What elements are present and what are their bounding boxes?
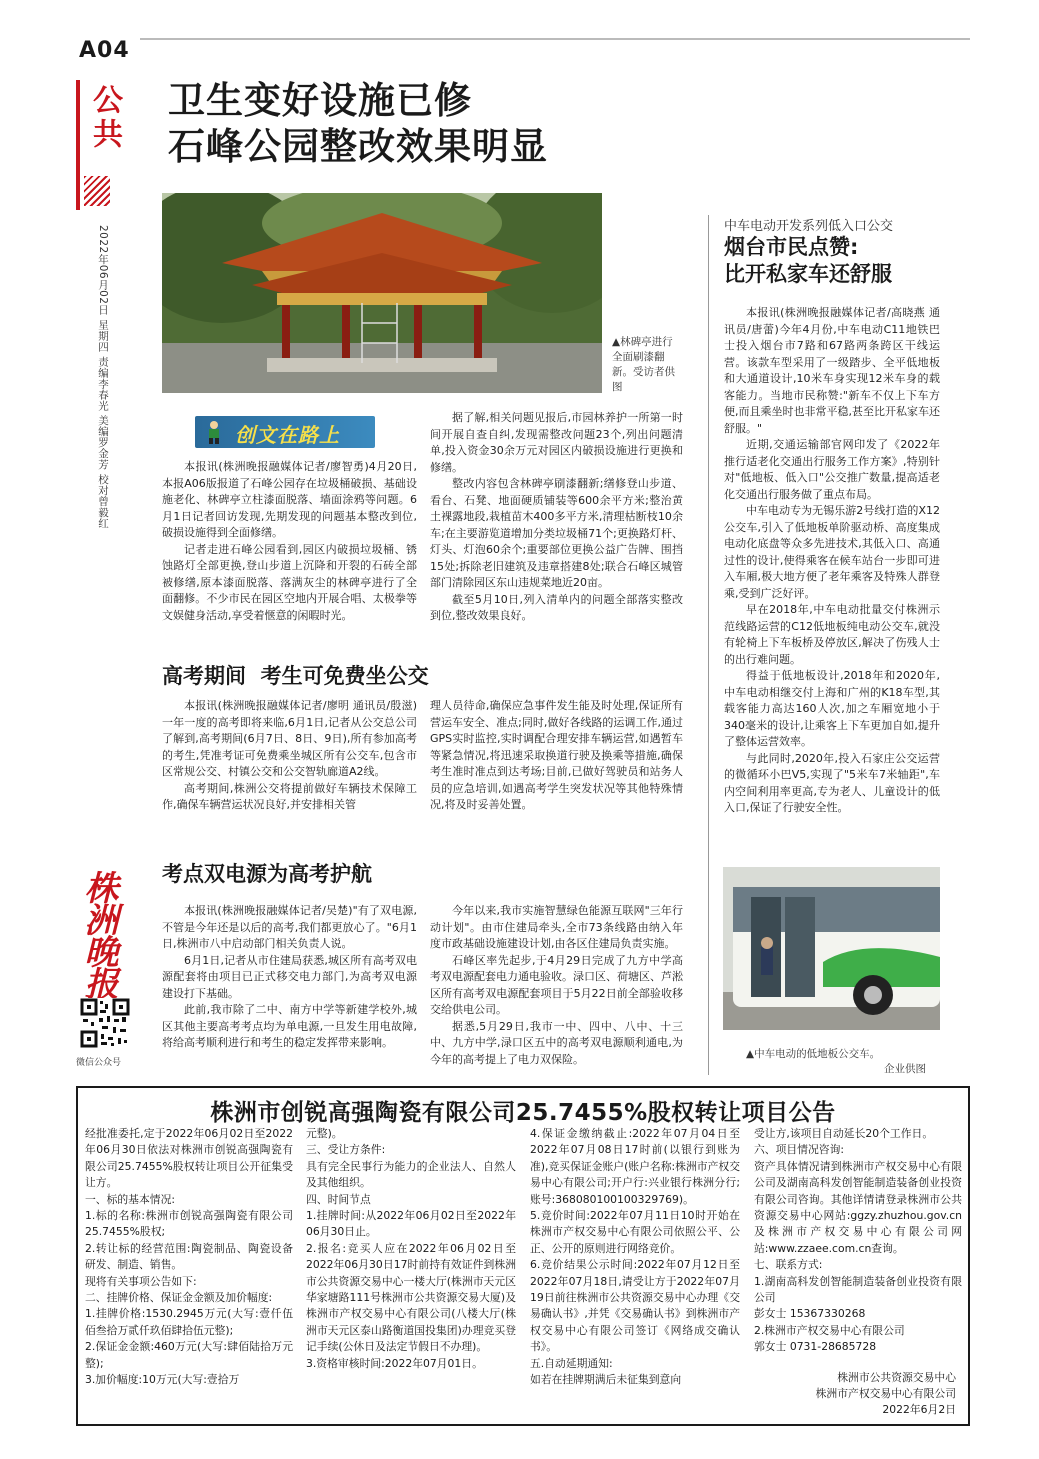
notice-col4: 受让方,该项目自动延长20个工作日。 六、项目情况咨询: 资产具体情况请到株洲市产权交易中心有限公司及湖南高科发创智能制造装备创业投资有限公司咨询。其他详情请登录株洲市公共资源交易中心网站:ggzy.zhuzhou.gov.cn及株洲市产权交易中心有限公司网站:www.zzaee.com.cn查询。 七、联系方式: 1.湖南高科发创智能制造装备创业投资有限公司 彭女士 15367330268 2.株洲市产权交易中心有限公司 郭女士 0731-28685728 bbox=[754, 1127, 962, 1354]
banner-figure-icon bbox=[203, 420, 225, 444]
article2-title: 高考期间 考生可免费坐公交 bbox=[162, 664, 429, 688]
paragraph: 高考期间,株洲公交将提前做好车辆技术保障工作,确保车辆营运状况良好,并安排相关管 bbox=[162, 781, 417, 811]
notice-date: 2022年6月2日 bbox=[882, 1403, 956, 1416]
top-rule bbox=[140, 38, 970, 40]
logo-text: 株洲晚报 bbox=[78, 870, 118, 998]
paragraph: 与此同时,2020年,投入石家庄公交运营的微循环小巴V5,实现了"5米车7米轴距",车内空间利用率更高,专为老人、儿童设计的低入口,保证了行驶安全性。 bbox=[724, 751, 940, 814]
paragraph: 石峰区率先起步,于4月29日完成了九方中学高考双电源配套电力通电验收。渌口区、荷塘区、芦淞区所有高考双电源配套项目于5月22日前全部验收移交给供电公司。 bbox=[430, 953, 683, 1016]
section-stripes bbox=[84, 176, 110, 206]
sidebar-title-line-2: 比开私家车还舒服 bbox=[724, 262, 892, 286]
article3-title: 考点双电源为高考护航 bbox=[162, 862, 372, 886]
newspaper-logo bbox=[78, 870, 128, 998]
vertical-meta: 2022年06月02日 星期四 责编李春光 美编罗金芳 校对曾毅红 bbox=[97, 225, 109, 529]
paragraph: 此前,我市除了二中、南方中学等新建学校外,城区其他主要高考考点均为单电源,一旦发生用电故障,将给高考顺利进行和考生的稳定发挥带来影响。 bbox=[162, 1003, 417, 1049]
paragraph: 本报讯(株洲晚报融媒体记者/廖明 通讯员/殷滋)一年一度的高考即将来临,6月1日,记者从公交总公司了解到,高考期间(6月7日、8日、9日),所有参加高考的考生,凭准考证可免费乘坐城区所有公交车,包含市区常规公交、村镇公交和公交智轨廊道A2线。 bbox=[162, 699, 417, 778]
paragraph: 理人员待命,确保应急事件发生能及时处理,保证所有营运车安全、准点;同时,做好各线路的运调工作,通过GPS实时监控,实时调配合理安排车辆运营,如遇暂车等紧急情况,将迅速采取换道行驶及换乘等措施,确保考生准时准点到达考场;目前,已做好驾驶员和站务人员的应急培训,如遇高考学生突发状况等其他特殊情况,将及时妥善处置。 bbox=[430, 699, 683, 811]
section-label: 公共 bbox=[87, 84, 122, 152]
headline-line-2: 石峰公园整改效果明显 bbox=[168, 125, 548, 168]
pavilion-photo bbox=[162, 193, 602, 393]
paragraph: 近期,交通运输部官网印发了《2022年推行适老化交通出行服务工作方案》,特别针对"低地板、低入口"公交推广数量,提高适老化交通出行服务做了重点布局。 bbox=[724, 438, 940, 501]
paragraph: 本报讯(株洲晚报融媒体记者/吴楚)"有了双电源,不管是今年还是以后的高考,我们都更放心了。"6月1日,株洲市八中启动部门相关负责人说。 bbox=[162, 904, 417, 950]
paragraph: 本报讯(株洲晚报融媒体记者/高晓燕 通讯员/唐蕾)今年4月份,中车电动C11地铁巴士投入烟台市7路和67路两条跨区干线运营。该款车型采用了一级踏步、全平低地板和大通道设计,10米车身实现12米车身的载客能力。当地市民称赞:"新车不仅上下车方便,而且乘坐时也非常平稳,甚至比开私家车还舒服。" bbox=[724, 306, 940, 435]
paragraph: 整改内容包含林碑亭刷漆翻新;缮修登山步道、看台、石凳、地面硬质铺装等600余平方米;整治黄土裸露地段,栽植苗木400多平方米,清理枯断枝10余车;在主要游览道增加分类垃圾桶71个;更换路灯杆、灯头、灯泡60余个;重要部位更换公益广告牌、围挡15处;拆除老旧建筑及违章搭建8处;联合石峰区城管部门清除园区东山违规菜地近20亩。 bbox=[430, 477, 683, 589]
banner-text: 创文在路上 bbox=[235, 423, 340, 447]
campaign-banner bbox=[195, 416, 375, 448]
paragraph: 截至5月10日,列入清单内的问题全部落实整改到位,整改效果良好。 bbox=[430, 592, 683, 622]
article2-col2 bbox=[430, 698, 683, 814]
paragraph: 6月1日,记者从市住建局获悉,城区所有高考双电源配套将由项目已正式移交电力部门,为高考双电源建设打下基础。 bbox=[162, 953, 417, 1000]
sidebar-body bbox=[724, 305, 940, 817]
headline-line-1: 卫生变好设施已修 bbox=[168, 79, 472, 122]
sidebar-title bbox=[724, 234, 892, 288]
article3-col1 bbox=[162, 903, 417, 1052]
qr-code bbox=[80, 998, 130, 1048]
notice-box bbox=[76, 1086, 970, 1426]
notice-col3: 4.保证金缴纳截止:2022年07月04日至2022年07月08日17时前(以银行到账为准),竞买保证金账户(账户名称:株洲市产权交易中心有限公司;开户行:兴业银行株洲分行;账号:368080100100329769)。 5.竞价时间:2022年07月11日10时开始在株洲市产权交易中心有限公司依照公平、公正、公开的原则进行网络竞价。 6.竞价结果公示时间:2022年07月12日至2022年07月18日,请受让方于2022年07月19日前往株洲市公共资源交易中心办理《交易确认书》,并凭《交易确认书》到株洲市产权交易中心有限公司签订《网络成交确认书》。 五.自动延期通知: 如若在挂牌期满后未征集到意向 bbox=[530, 1127, 740, 1387]
article3-col2 bbox=[430, 903, 683, 1068]
sidebar-kicker: 中车电动开发系列低入口公交 bbox=[724, 219, 894, 234]
paragraph: 得益于低地板设计,2018年和2020年,中车电动相继交付上海和广州的K18车型,其载客能力高达160人次,加之车厢宽地小于340毫米的设计,让乘客上下车更加自如,提升了整体运营效率。 bbox=[724, 669, 940, 748]
paragraph: 中车电动专为无锡乐游2号线打造的X12公交车,引入了低地板单阶驱动桥、高度集成电动化底盘等众多先进技术,其低入口、高通过性的设计,使得乘客在候车站台一步即可进入车厢,极大地方便了老年乘客及特殊人群登乘,受到广泛好评。 bbox=[724, 504, 940, 600]
article2-col1 bbox=[162, 698, 417, 814]
paragraph: 据了解,相关问题见报后,市园林养护一所第一时间开展自查自纠,发现需整改问题23个,列出问题清单,投入资金30余万元对园区内破损设施进行更换和修缮。 bbox=[430, 411, 683, 474]
sidebar-divider bbox=[708, 215, 709, 1075]
paragraph: 早在2018年,中车电动批量交付株洲示范线路运营的C12低地板纯电动公交车,就没有轮椅上下车板桥及停放区,解决了伤残人士的出行难问题。 bbox=[724, 603, 940, 666]
notice-signoff-2: 株洲市产权交易中心有限公司 bbox=[815, 1387, 956, 1400]
bus-photo-credit: 企业供图 bbox=[884, 1063, 926, 1075]
paragraph: 据悉,5月29日,我市一中、四中、八中、十三中、九方中学,渌口区五中的高考双电源顺利通电,为今年的高考提上了电力双保险。 bbox=[430, 1019, 683, 1066]
sidebar-title-line-1: 烟台市民点赞: bbox=[724, 235, 859, 259]
qr-label: 微信公众号 bbox=[76, 1058, 122, 1068]
notice-signoff-1: 株洲市公共资源交易中心 bbox=[837, 1371, 956, 1384]
paragraph: 记者走进石峰公园看到,园区内破损垃圾桶、锈蚀路灯全部更换,登山步道上沉降和开裂的石砖全部被修缮,原本漆面脱落、落满灰尘的林碑亭进行了全面翻修。不少市民在园区空地内开展合唱、太极拳等文娱健身活动,享受着惬意的闲暇时光。 bbox=[162, 542, 417, 622]
notice-col2: 元整)。 三、受让方条件: 具有完全民事行为能力的企业法人、自然人及其他组织。 四、时间节点 1.挂牌时间:从2022年06月02日至2022年06月30日止。 2.报名:竞买人应在2022年06月02日至2022年06月30日17时前持有效证件到株洲市公共资源交易中心一楼大厅(株洲市天元区华家塘路111号株洲市公共资源交易大厦)及株洲市产权交易中心有限公司(八楼大厅(株洲市天元区泰山路衡道国投集团)办理竞买登记手续(公休日及法定节假日不办理)。 3.资格审核时间:2022年07月01日。 bbox=[306, 1127, 516, 1370]
paragraph: 本报讯(株洲晚报融媒体记者/廖智勇)4月20日,本报A06版报道了石峰公园存在垃圾桶破损、基础设施老化、林碑亭立柱漆面脱落、墙面涂鸦等问题。6月1日记者回访发现,先期发现的问题基本整改到位,破损设施得到全面修缮。 bbox=[162, 460, 417, 539]
bus-photo-caption: ▲中车电动的低地板公交车。 bbox=[746, 1048, 881, 1060]
notice-col1: 经批准委托,定于2022年06月02日至2022年06月30日依法对株洲市创锐高强陶瓷有限公司25.7455%股权转让项目公开征集受让方。 一、标的基本情况: 1.标的名称:株洲市创锐高强陶瓷有限公司25.7455%股权; 2.转让标的经营范围:陶瓷制品、陶瓷设备研发、制造、销售。 现将有关事项公告如下: 二、挂牌价格、保证金金额及加价幅度: 1.挂牌价格:1530.2945万元(大写:壹仟伍佰叁拾万贰仟玖佰肆拾伍元整); 2.保证金金额:460万元(大写:肆佰陆拾万元整); 3.加价幅度:10万元(大写:壹拾万 bbox=[85, 1127, 293, 1387]
photo-caption: ▲林碑亭进行全面刷漆翻新。受访者供图 bbox=[612, 336, 675, 393]
notice-title: 株洲市创锐高强陶瓷有限公司25.7455%股权转让项目公告 bbox=[210, 1100, 836, 1126]
page-number: A04 bbox=[79, 38, 130, 63]
section-tab bbox=[76, 80, 120, 210]
main-headline bbox=[168, 78, 548, 170]
paragraph: 今年以来,我市实施智慧绿色能源互联网"三年行动计划"。由市住建局牵头,全市73条线路由纳入年度市政基础设施建设计划,由各区住建局负责实施。 bbox=[430, 904, 683, 950]
main-article-col2 bbox=[430, 410, 683, 625]
bus-photo bbox=[723, 867, 940, 1030]
main-article-col1 bbox=[162, 459, 417, 624]
